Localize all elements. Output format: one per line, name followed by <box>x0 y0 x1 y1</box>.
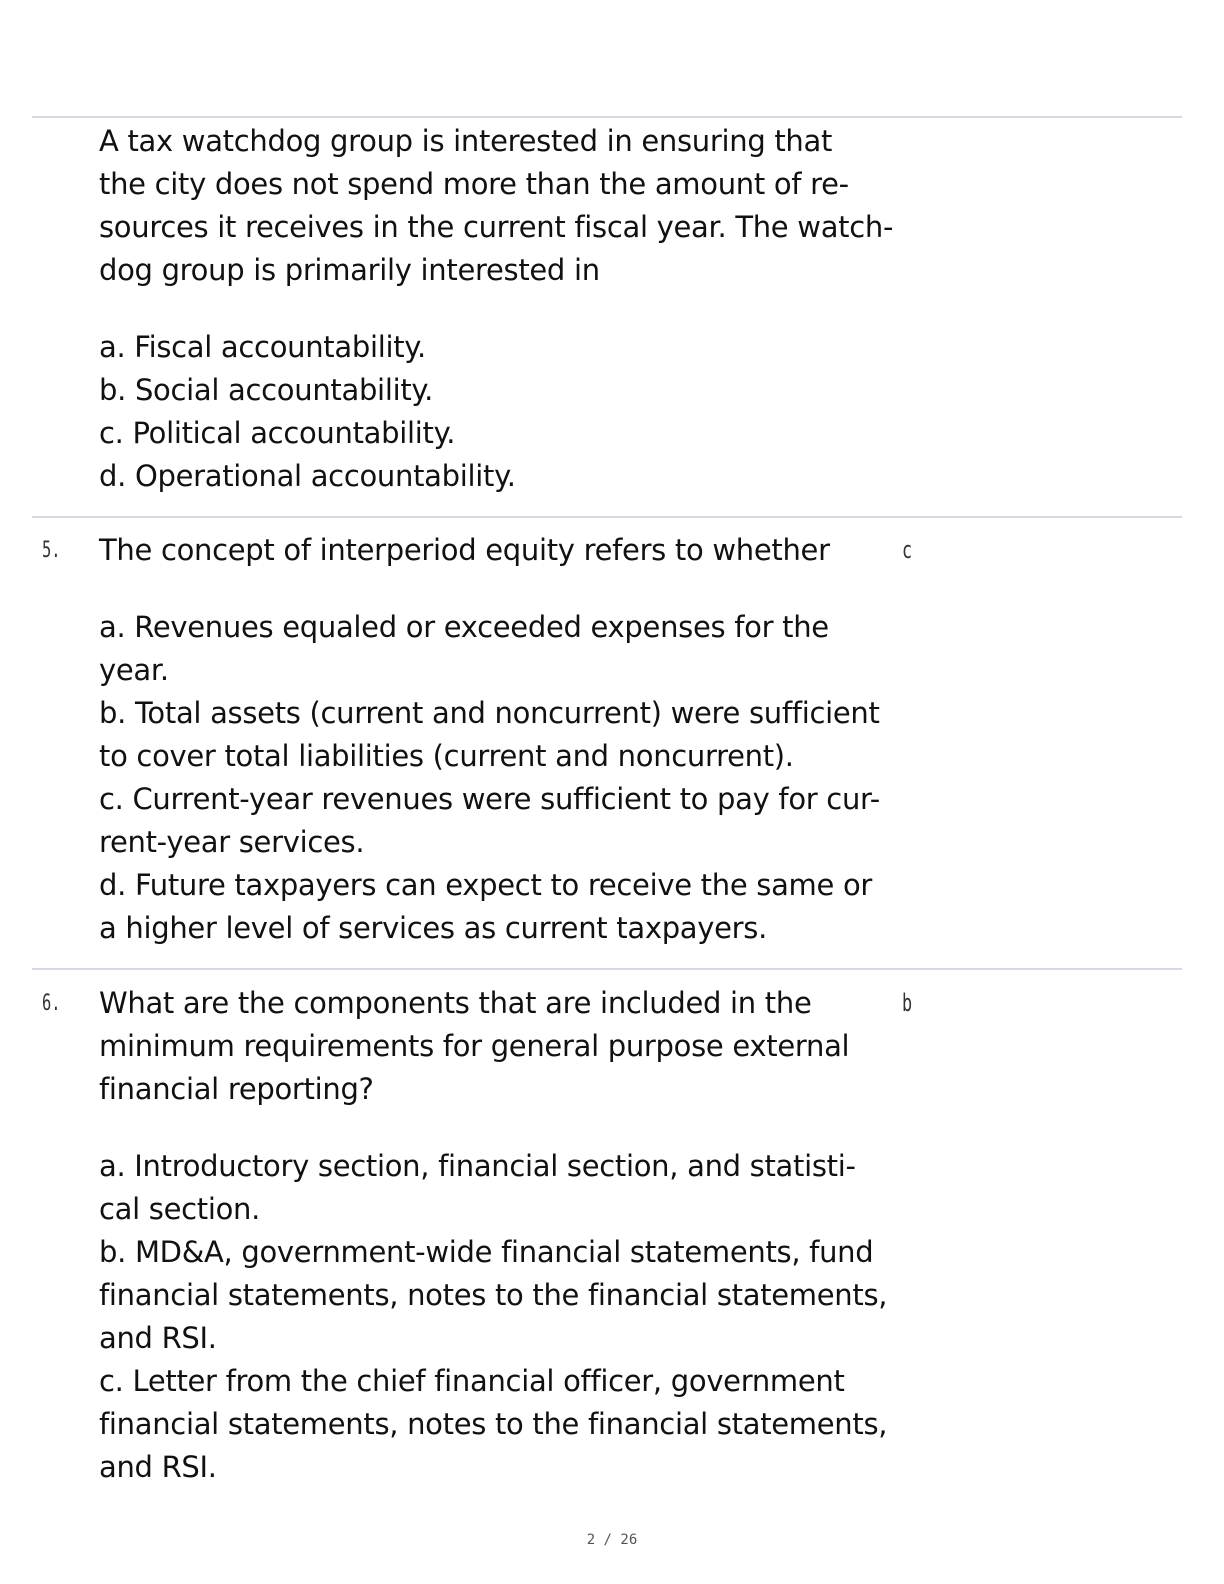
option-line: b. MD&A, government-wide financial statements, fund <box>99 1235 874 1269</box>
question-number: 5. <box>42 538 61 563</box>
question-stem-line: the city does not spend more than the amount of re- <box>99 167 849 201</box>
question-stem-line: dog group is primarily interested in <box>99 253 600 287</box>
question-number: 6. <box>42 991 61 1016</box>
page-indicator: 2 / 26 <box>586 1532 638 1548</box>
question-block <box>99 529 899 950</box>
question-stem-line: financial reporting? <box>99 1072 374 1106</box>
answer-key: b <box>902 989 913 1017</box>
option-line: c. Letter from the chief financial officer, government <box>99 1364 845 1398</box>
question-stem-line: sources it receives in the current fiscal year. The watch- <box>99 210 894 244</box>
option-line: cal section. <box>99 1192 261 1226</box>
divider-q6 <box>32 968 1182 970</box>
question-stem-line: What are the components that are included in the <box>99 986 812 1020</box>
question-stem-line: minimum requirements for general purpose external <box>99 1029 850 1063</box>
option-line: b. Total assets (current and noncurrent) were sufficient <box>99 696 880 730</box>
question-block <box>99 982 899 1489</box>
divider-top <box>32 116 1182 118</box>
option-line: financial statements, notes to the financial statements, <box>99 1278 888 1312</box>
option-line: b. Social accountability. <box>99 373 434 407</box>
option-line: and RSI. <box>99 1450 217 1484</box>
option-line: a. Introductory section, financial section, and statisti- <box>99 1149 856 1183</box>
option-line: a. Revenues equaled or exceeded expenses for the <box>99 610 829 644</box>
question-stem-line: A tax watchdog group is interested in ensuring that <box>99 124 833 158</box>
option-line: a higher level of services as current taxpayers. <box>99 911 768 945</box>
option-line: d. Future taxpayers can expect to receive the same or <box>99 868 873 902</box>
option-line: year. <box>99 653 169 687</box>
question-block <box>99 120 899 498</box>
option-line: financial statements, notes to the financial statements, <box>99 1407 888 1441</box>
option-line: c. Political accountability. <box>99 416 456 450</box>
option-line: to cover total liabilities (current and noncurrent). <box>99 739 794 773</box>
option-line: a. Fiscal accountability. <box>99 330 426 364</box>
option-line: c. Current-year revenues were sufficient to pay for cur- <box>99 782 880 816</box>
option-line: d. Operational accountability. <box>99 459 516 493</box>
option-line: and RSI. <box>99 1321 217 1355</box>
question-stem-line: The concept of interperiod equity refers to whether <box>99 533 830 567</box>
divider-q5 <box>32 516 1182 518</box>
option-line: rent-year services. <box>99 825 365 859</box>
answer-key: c <box>902 536 913 564</box>
